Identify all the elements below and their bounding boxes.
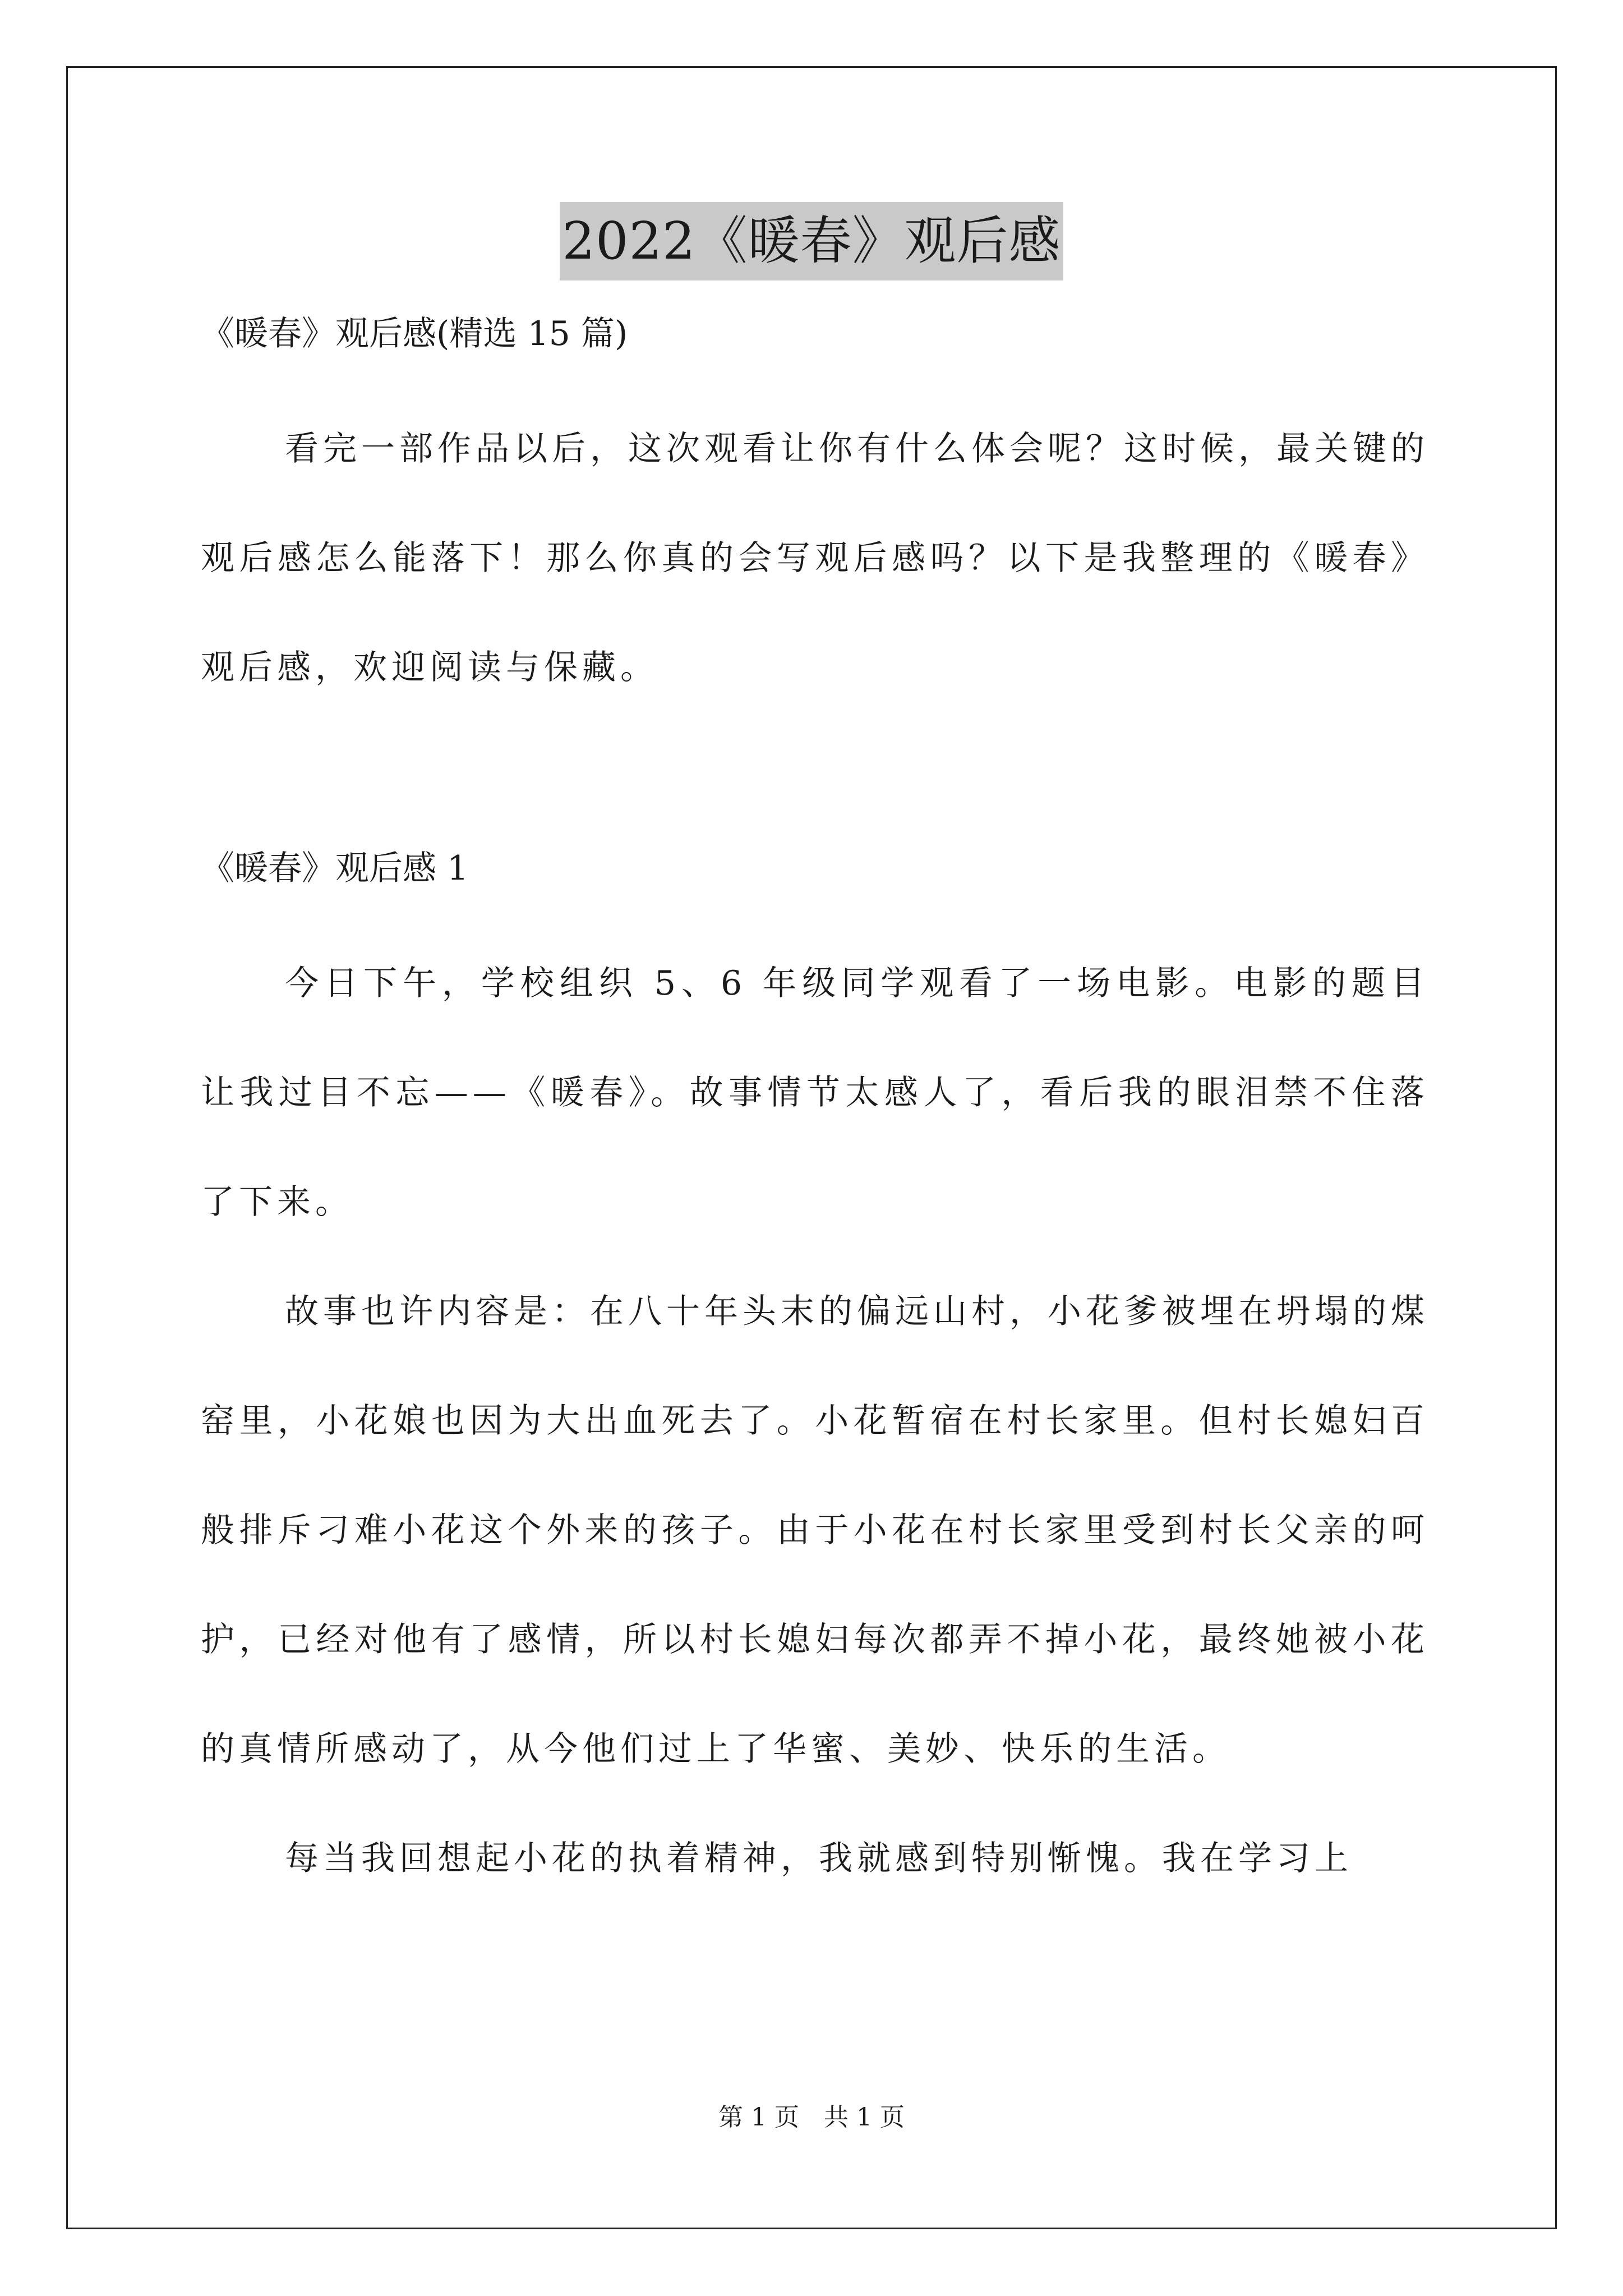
body-paragraph-2: 故事也许内容是：在八十年头末的偏远山村，小花爹被埋在坍塌的煤窑里，小花娘也因为大出血死去了。小花暂宿在村长家里。但村长媳妇百般排斥刁难小花这个外来的孩子。由于小花在村长家里受到村长父亲的呵护，已经对他有了感情，所以村长媳妇每次都弄不掉小花，最终她被小花的真情所感动了，从今他们过上了华蜜、美妙、快乐的生活。 [201, 1292, 1429, 1769]
document-subtitle: 《暖春》观后感(精选 15 篇) [201, 314, 628, 353]
section-heading: 《暖春》观后感 1 [201, 849, 469, 888]
page-footer: 第 1 页 共 1 页 [718, 2103, 905, 2132]
document-title: 2022《暖春》观后感 [560, 202, 1063, 280]
title-container [0, 202, 1623, 280]
body-paragraph-1: 今日下午，学校组织 5、6 年级同学观看了一场电影。电影的题目让我过目不忘——《暖春》。故事情节太感人了，看后我的眼泪禁不住落了下来。 [201, 964, 1429, 1222]
body-paragraph-3: 每当我回想起小花的执着精神，我就感到特别惭愧。我在学习上 [285, 1839, 1353, 1878]
document-body [201, 306, 1429, 1913]
intro-paragraph: 看完一部作品以后，这次观看让你有什么体会呢？这时候，最关键的观后感怎么能落下！那么你真的会写观后感吗？以下是我整理的《暖春》观后感，欢迎阅读与保藏。 [201, 429, 1429, 687]
